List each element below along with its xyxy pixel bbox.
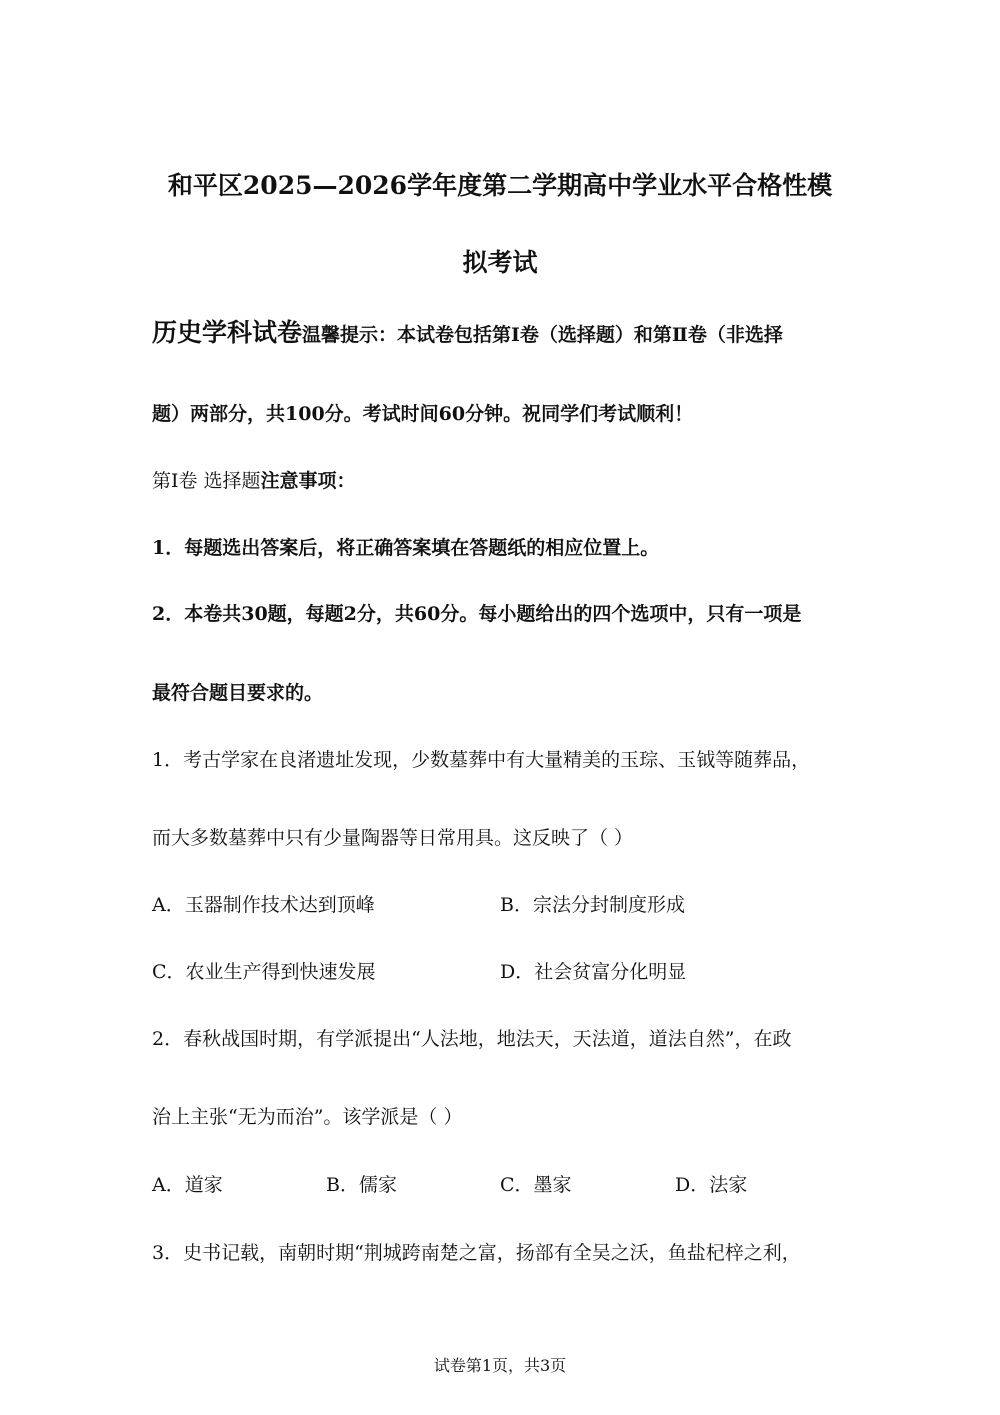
question-1-option-a: A．玉器制作技术达到顶峰 xyxy=(152,894,375,916)
notice-label: 注意事项： xyxy=(260,470,356,492)
question-1-stem-line2: 而大多数墓葬中只有少量陶器等日常用具。这反映了（ ） xyxy=(152,827,634,849)
question-2-stem-line2: 治上主张“无为而治”。该学派是（ ） xyxy=(152,1106,463,1128)
page-footer: 试卷第1页，共3页 xyxy=(433,1356,567,1375)
question-2-option-a: A．道家 xyxy=(152,1174,223,1196)
notice-item-1: 1．每题选出答案后，将正确答案填在答题纸的相应位置上。 xyxy=(152,537,660,559)
tip-text-line2: 题）两部分，共100分。考试时间60分钟。祝同学们考试顺利！ xyxy=(152,403,694,425)
notice-item-2-line2: 最符合题目要求的。 xyxy=(152,682,324,704)
question-1-option-d: D．社会贫富分化明显 xyxy=(500,961,687,983)
tip-text-line1: 温馨提示：本试卷包括第Ⅰ卷（选择题）和第Ⅱ卷（非选择 xyxy=(302,324,783,346)
question-3-stem-line1: 3．史书记载，南朝时期“荆城跨南楚之富，扬部有全吴之沃，鱼盐杞梓之利， xyxy=(152,1242,801,1264)
question-1-option-c: C．农业生产得到快速发展 xyxy=(152,961,376,983)
exam-title-line1: 和平区2025—2026学年度第二学期高中学业水平合格性模 xyxy=(167,171,833,200)
question-1-option-b: B．宗法分封制度形成 xyxy=(500,894,685,916)
question-2-option-b: B．儒家 xyxy=(326,1174,397,1196)
question-2-option-c: C．墨家 xyxy=(500,1174,572,1196)
subject-and-tip xyxy=(152,320,783,348)
question-2-option-d: D．法家 xyxy=(675,1174,748,1196)
section-label: 第Ⅰ卷 选择题 xyxy=(152,470,261,492)
question-2-stem-line1: 2．春秋战国时期，有学派提出“人法地，地法天，天法道，道法自然”，在政 xyxy=(152,1028,792,1050)
section-heading xyxy=(152,468,356,494)
question-1-stem-line1: 1．考古学家在良渚遗址发现，少数墓葬中有大量精美的玉琮、玉钺等随葬品， xyxy=(152,749,811,771)
notice-item-2-line1: 2．本卷共30题，每题2分，共60分。每小题给出的四个选项中，只有一项是 xyxy=(152,603,802,625)
exam-title-line2: 拟考试 xyxy=(462,248,538,277)
subject-title: 历史学科试卷 xyxy=(152,318,303,347)
